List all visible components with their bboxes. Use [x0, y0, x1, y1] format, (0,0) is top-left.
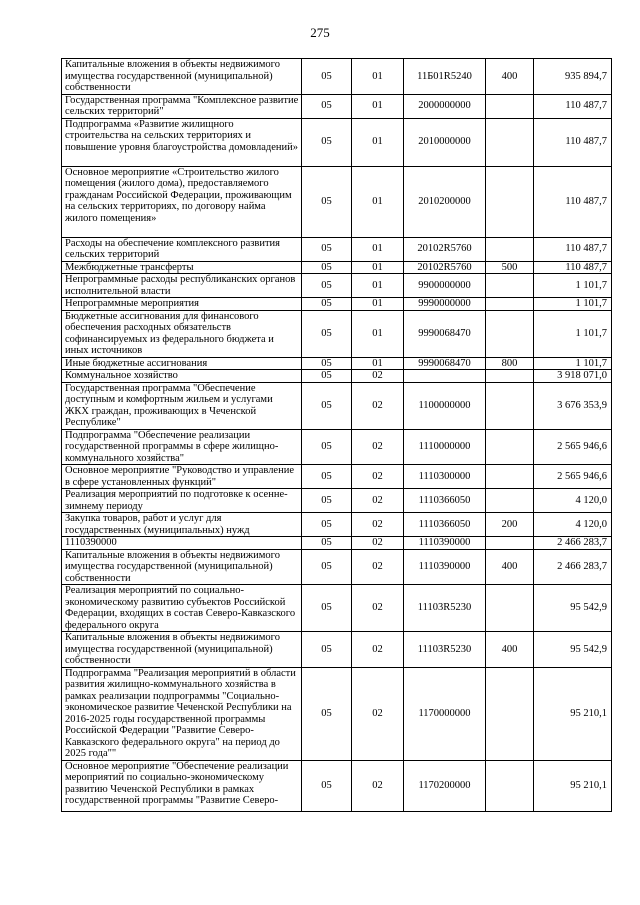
row-section: 05 [302, 667, 352, 760]
row-section: 05 [302, 59, 352, 95]
row-name: Закупка товаров, работ и услуг для государственных (муниципальных) нужд [62, 513, 302, 537]
row-subsection: 01 [352, 310, 404, 357]
row-amount: 1 101,7 [534, 310, 612, 357]
row-section: 05 [302, 298, 352, 311]
row-target-article: 1170000000 [404, 667, 486, 760]
row-target-article: 1110390000 [404, 537, 486, 550]
row-amount: 110 487,7 [534, 118, 612, 166]
row-section: 05 [302, 537, 352, 550]
row-subsection: 01 [352, 166, 404, 237]
table-row [62, 382, 612, 429]
row-name: Государственная программа "Обеспечение доступным и комфортным жильем и услугами ЖКХ граждан, проживающих в Чеченской Республике" [62, 382, 302, 429]
row-section: 05 [302, 357, 352, 370]
table-row [62, 429, 612, 465]
row-name: Капитальные вложения в объекты недвижимого имущества государственной (муниципальной) собственности [62, 632, 302, 668]
row-expense-type [486, 118, 534, 166]
row-target-article: 9990068470 [404, 310, 486, 357]
row-subsection: 02 [352, 429, 404, 465]
table-row [62, 667, 612, 760]
row-amount: 3 918 071,0 [534, 370, 612, 383]
row-section: 05 [302, 489, 352, 513]
row-target-article: 2010000000 [404, 118, 486, 166]
row-target-article: 11Б01R5240 [404, 59, 486, 95]
row-section: 05 [302, 549, 352, 585]
row-target-article: 20102R5760 [404, 261, 486, 274]
row-section: 05 [302, 370, 352, 383]
row-amount: 1 101,7 [534, 298, 612, 311]
row-section: 05 [302, 632, 352, 668]
table-row [62, 357, 612, 370]
row-name: Межбюджетные трансферты [62, 261, 302, 274]
row-subsection: 02 [352, 585, 404, 632]
row-expense-type: 400 [486, 59, 534, 95]
row-name: Государственная программа "Комплексное развитие сельских территорий" [62, 94, 302, 118]
row-amount: 4 120,0 [534, 489, 612, 513]
row-subsection: 02 [352, 513, 404, 537]
row-section: 05 [302, 118, 352, 166]
row-name: Непрограммные мероприятия [62, 298, 302, 311]
row-expense-type [486, 489, 534, 513]
row-target-article: 20102R5760 [404, 237, 486, 261]
table-row [62, 537, 612, 550]
page-number: 275 [310, 25, 330, 40]
row-amount: 935 894,7 [534, 59, 612, 95]
row-target-article [404, 370, 486, 383]
row-subsection: 01 [352, 261, 404, 274]
table-body [62, 59, 612, 812]
row-expense-type [486, 537, 534, 550]
row-expense-type: 400 [486, 632, 534, 668]
table-row [62, 94, 612, 118]
row-amount: 95 542,9 [534, 632, 612, 668]
table-row [62, 632, 612, 668]
row-name: Капитальные вложения в объекты недвижимого имущества государственной (муниципальной) собственности [62, 549, 302, 585]
row-subsection: 02 [352, 537, 404, 550]
row-section: 05 [302, 513, 352, 537]
row-name: Расходы на обеспечение комплексного развития сельских территорий [62, 237, 302, 261]
row-amount: 2 466 283,7 [534, 537, 612, 550]
row-section: 05 [302, 465, 352, 489]
row-expense-type [486, 166, 534, 237]
row-expense-type [486, 667, 534, 760]
table-row [62, 513, 612, 537]
row-subsection: 01 [352, 298, 404, 311]
row-expense-type [486, 585, 534, 632]
row-name: Бюджетные ассигнования для финансового обеспечения расходных обязательств софинансируемых из федерального бюджета и иных источников [62, 310, 302, 357]
row-section: 05 [302, 261, 352, 274]
row-subsection: 02 [352, 760, 404, 811]
row-target-article: 1110000000 [404, 429, 486, 465]
row-subsection: 02 [352, 370, 404, 383]
row-name: Реализация мероприятий по подготовке к осенне-зимнему периоду [62, 489, 302, 513]
row-target-article: 1170200000 [404, 760, 486, 811]
row-subsection: 02 [352, 667, 404, 760]
row-amount: 2 565 946,6 [534, 465, 612, 489]
row-subsection: 01 [352, 357, 404, 370]
row-target-article: 9900000000 [404, 274, 486, 298]
row-section: 05 [302, 94, 352, 118]
row-name: Основное мероприятие "Обеспечение реализации мероприятий по социально-экономическому развитию Чеченской Республики в рамках государственной программы "Развитие Северо- [62, 760, 302, 811]
row-target-article: 11103R5230 [404, 632, 486, 668]
row-amount: 95 210,1 [534, 760, 612, 811]
row-subsection: 02 [352, 382, 404, 429]
row-expense-type [486, 429, 534, 465]
row-section: 05 [302, 166, 352, 237]
row-target-article: 2010200000 [404, 166, 486, 237]
row-section: 05 [302, 760, 352, 811]
table-row [62, 549, 612, 585]
row-amount: 2 565 946,6 [534, 429, 612, 465]
row-name: Капитальные вложения в объекты недвижимого имущества государственной (муниципальной) собственности [62, 59, 302, 95]
row-name: Подпрограмма "Реализация мероприятий в области развития жилищно-коммунального хозяйства в рамках реализации подпрограммы "Социально-экономическое развитие Чеченской Республики на 2016-2025 годы государственной программы Российской Федерации "Развитие Северо-Кавказского федерального округа" на период до 2025 года"" [62, 667, 302, 760]
row-amount: 110 487,7 [534, 261, 612, 274]
row-expense-type [486, 465, 534, 489]
table-row [62, 298, 612, 311]
row-section: 05 [302, 237, 352, 261]
row-subsection: 02 [352, 465, 404, 489]
row-amount: 1 101,7 [534, 274, 612, 298]
row-amount: 4 120,0 [534, 513, 612, 537]
row-amount: 95 210,1 [534, 667, 612, 760]
row-name: Реализация мероприятий по социально-экономическому развитию субъектов Российской Федерации, входящих в состав Северо-Кавказского федерального округа [62, 585, 302, 632]
row-expense-type [486, 310, 534, 357]
row-amount: 110 487,7 [534, 237, 612, 261]
table-row [62, 489, 612, 513]
row-target-article: 1110300000 [404, 465, 486, 489]
row-subsection: 01 [352, 118, 404, 166]
table-row [62, 370, 612, 383]
budget-table [61, 58, 612, 812]
row-name: Основное мероприятие "Руководство и управление в сфере установленных функций" [62, 465, 302, 489]
table-row [62, 237, 612, 261]
table-row [62, 261, 612, 274]
row-name: Подпрограмма "Обеспечение реализации государственной программы в сфере жилищно-коммунального хозяйства" [62, 429, 302, 465]
table-row [62, 274, 612, 298]
row-section: 05 [302, 310, 352, 357]
row-target-article: 1110390000 [404, 549, 486, 585]
row-subsection: 02 [352, 489, 404, 513]
row-amount: 110 487,7 [534, 166, 612, 237]
row-target-article: 9990068470 [404, 357, 486, 370]
row-expense-type [486, 94, 534, 118]
row-expense-type: 200 [486, 513, 534, 537]
table-row [62, 310, 612, 357]
row-target-article: 1100000000 [404, 382, 486, 429]
row-expense-type [486, 370, 534, 383]
row-name: 1110390000 [62, 537, 302, 550]
row-target-article: 2000000000 [404, 94, 486, 118]
row-subsection: 02 [352, 549, 404, 585]
row-subsection: 01 [352, 274, 404, 298]
row-subsection: 02 [352, 632, 404, 668]
row-expense-type [486, 274, 534, 298]
row-expense-type [486, 298, 534, 311]
table-row [62, 465, 612, 489]
row-name: Подпрограмма «Развитие жилищного строительства на сельских территориях и повышение уровня благоустройства домовладений» [62, 118, 302, 166]
row-expense-type: 500 [486, 261, 534, 274]
row-expense-type [486, 760, 534, 811]
row-amount: 1 101,7 [534, 357, 612, 370]
table-row [62, 166, 612, 237]
row-subsection: 01 [352, 94, 404, 118]
row-target-article: 11103R5230 [404, 585, 486, 632]
row-subsection: 01 [352, 59, 404, 95]
row-expense-type: 800 [486, 357, 534, 370]
row-amount: 2 466 283,7 [534, 549, 612, 585]
row-amount: 3 676 353,9 [534, 382, 612, 429]
row-name: Основное мероприятие «Строительство жилого помещения (жилого дома), предоставляемого гражданам Российской Федерации, проживающим на сельских территориях, по договору найма жилого помещения» [62, 166, 302, 237]
row-expense-type: 400 [486, 549, 534, 585]
row-target-article: 1110366050 [404, 513, 486, 537]
row-expense-type [486, 237, 534, 261]
table-row [62, 118, 612, 166]
table-row [62, 59, 612, 95]
row-section: 05 [302, 274, 352, 298]
row-target-article: 1110366050 [404, 489, 486, 513]
row-expense-type [486, 382, 534, 429]
table-row [62, 585, 612, 632]
row-target-article: 9990000000 [404, 298, 486, 311]
row-section: 05 [302, 382, 352, 429]
row-subsection: 01 [352, 237, 404, 261]
row-name: Иные бюджетные ассигнования [62, 357, 302, 370]
row-name: Непрограммные расходы республиканских органов исполнительной власти [62, 274, 302, 298]
row-amount: 110 487,7 [534, 94, 612, 118]
row-section: 05 [302, 585, 352, 632]
table-row [62, 760, 612, 811]
row-name: Коммунальное хозяйство [62, 370, 302, 383]
row-amount: 95 542,9 [534, 585, 612, 632]
row-section: 05 [302, 429, 352, 465]
